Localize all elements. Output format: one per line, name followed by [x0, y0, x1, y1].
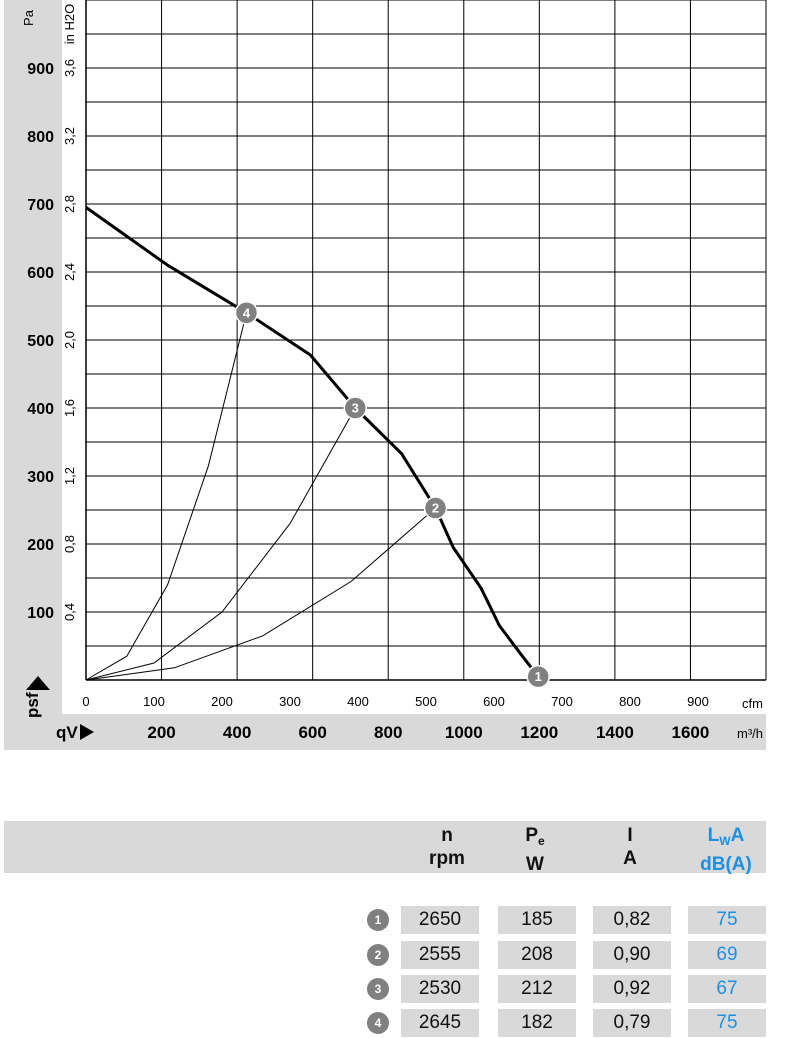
y-tick-label-inh2o: 1,6 — [62, 398, 77, 418]
cell-current: 0,82 — [593, 906, 671, 934]
x-tick-label-cfm: 300 — [279, 694, 301, 709]
header-speed — [402, 821, 492, 873]
x-tick-label-m3h: 200 — [147, 723, 176, 742]
header-power — [490, 821, 580, 873]
header-sound-symbol: $L_WA$ — [707, 825, 745, 848]
cell-speed: 2645 — [401, 1009, 479, 1037]
x-tick-label-m3h: 600 — [298, 723, 327, 742]
header-sound-power — [681, 821, 771, 873]
x-tick-label-cfm: 600 — [483, 694, 505, 709]
y-tick-label-pa: 700 — [27, 197, 54, 214]
cell-current: 0,79 — [593, 1009, 671, 1037]
x-tick-label-m3h: 800 — [374, 723, 403, 742]
header-power-unit: W — [526, 854, 544, 875]
header-current — [585, 821, 675, 873]
operating-point-3-label: 3 — [351, 400, 359, 416]
x-tick-label-cfm: 400 — [347, 694, 369, 709]
x-axis-unit-cfm: cfm — [742, 696, 763, 711]
y-tick-label-inh2o: 2,0 — [62, 330, 77, 350]
y-tick-label-pa: 900 — [27, 61, 54, 78]
cell-speed: 2530 — [401, 975, 479, 1003]
y-tick-label-inh2o: 3,2 — [62, 126, 77, 146]
x-axis-unit-m3h: m³/h — [737, 726, 763, 741]
cell-sound-power: 75 — [688, 1009, 766, 1037]
cell-power: 212 — [498, 975, 576, 1003]
operating-point-1-label: 1 — [534, 669, 542, 685]
cell-power: 208 — [498, 941, 576, 969]
y-tick-label-inh2o: 3,6 — [62, 58, 77, 78]
table-row — [0, 975, 800, 1003]
x-tick-label-cfm: 100 — [143, 694, 165, 709]
y-axis-unit-pa: Pa — [21, 10, 36, 26]
operating-point-4-badge: 4 — [367, 1012, 389, 1034]
y-tick-label-pa: 400 — [27, 401, 54, 418]
x-tick-label-m3h: 1000 — [444, 723, 483, 742]
header-speed-symbol: n — [441, 825, 453, 846]
header-current-unit: A — [623, 848, 637, 869]
cell-current: 0,92 — [593, 975, 671, 1003]
header-power-symbol: $P_e$ — [525, 825, 545, 848]
y-tick-label-pa: 600 — [27, 265, 54, 282]
x-tick-label-cfm: 0 — [82, 694, 90, 709]
y-axis-band — [4, 0, 62, 750]
table-row — [0, 1009, 800, 1037]
x-tick-label-cfm: 200 — [211, 694, 233, 709]
y-axis-symbol: psf — [23, 692, 42, 718]
y-tick-label-pa: 800 — [27, 129, 54, 146]
cell-speed: 2650 — [401, 906, 479, 934]
y-tick-label-pa: 500 — [27, 333, 54, 350]
y-tick-label-pa: 300 — [27, 469, 54, 486]
x-tick-label-cfm: 900 — [687, 694, 709, 709]
x-axis-symbol: qV — [56, 723, 78, 742]
x-tick-label-m3h: 1200 — [520, 723, 559, 742]
cell-power: 182 — [498, 1009, 576, 1037]
header-sound-unit: dB(A) — [700, 854, 752, 875]
header-speed-unit: rpm — [429, 848, 465, 869]
cell-current: 0,90 — [593, 941, 671, 969]
header-current-symbol: I — [627, 825, 633, 846]
operating-point-4-label: 4 — [242, 305, 251, 321]
table-header — [4, 821, 766, 873]
y-tick-label-pa: 100 — [27, 605, 54, 622]
table-row — [0, 941, 800, 969]
system-curve-2 — [86, 508, 436, 680]
operating-point-3-badge: 3 — [367, 978, 389, 1000]
cell-sound-power: 67 — [688, 975, 766, 1003]
y-tick-label-inh2o: 2,8 — [62, 194, 77, 214]
y-tick-label-inh2o: 0,4 — [62, 602, 77, 622]
x-tick-label-cfm: 700 — [551, 694, 573, 709]
table-row — [0, 906, 800, 934]
x-tick-label-m3h: 1600 — [671, 723, 710, 742]
y-tick-label-pa: 200 — [27, 537, 54, 554]
operating-point-2-label: 2 — [431, 500, 440, 516]
cell-power: 185 — [498, 906, 576, 934]
y-tick-label-inh2o: 2,4 — [62, 262, 77, 282]
operating-point-2-badge: 2 — [367, 944, 389, 966]
cell-sound-power: 69 — [688, 941, 766, 969]
x-tick-label-cfm: 800 — [619, 694, 641, 709]
operating-point-1-badge: 1 — [367, 909, 389, 931]
y-tick-label-inh2o: 0,8 — [62, 534, 77, 554]
cell-sound-power: 75 — [688, 906, 766, 934]
y-axis-unit-inh2o: in H2O — [62, 3, 77, 45]
cell-speed: 2555 — [401, 941, 479, 969]
x-tick-label-m3h: 400 — [222, 723, 252, 742]
x-tick-label-m3h: 1400 — [595, 723, 634, 742]
x-tick-label-cfm: 500 — [415, 694, 437, 709]
y-tick-label-inh2o: 1,2 — [62, 466, 77, 486]
system-curve-4 — [86, 313, 247, 680]
